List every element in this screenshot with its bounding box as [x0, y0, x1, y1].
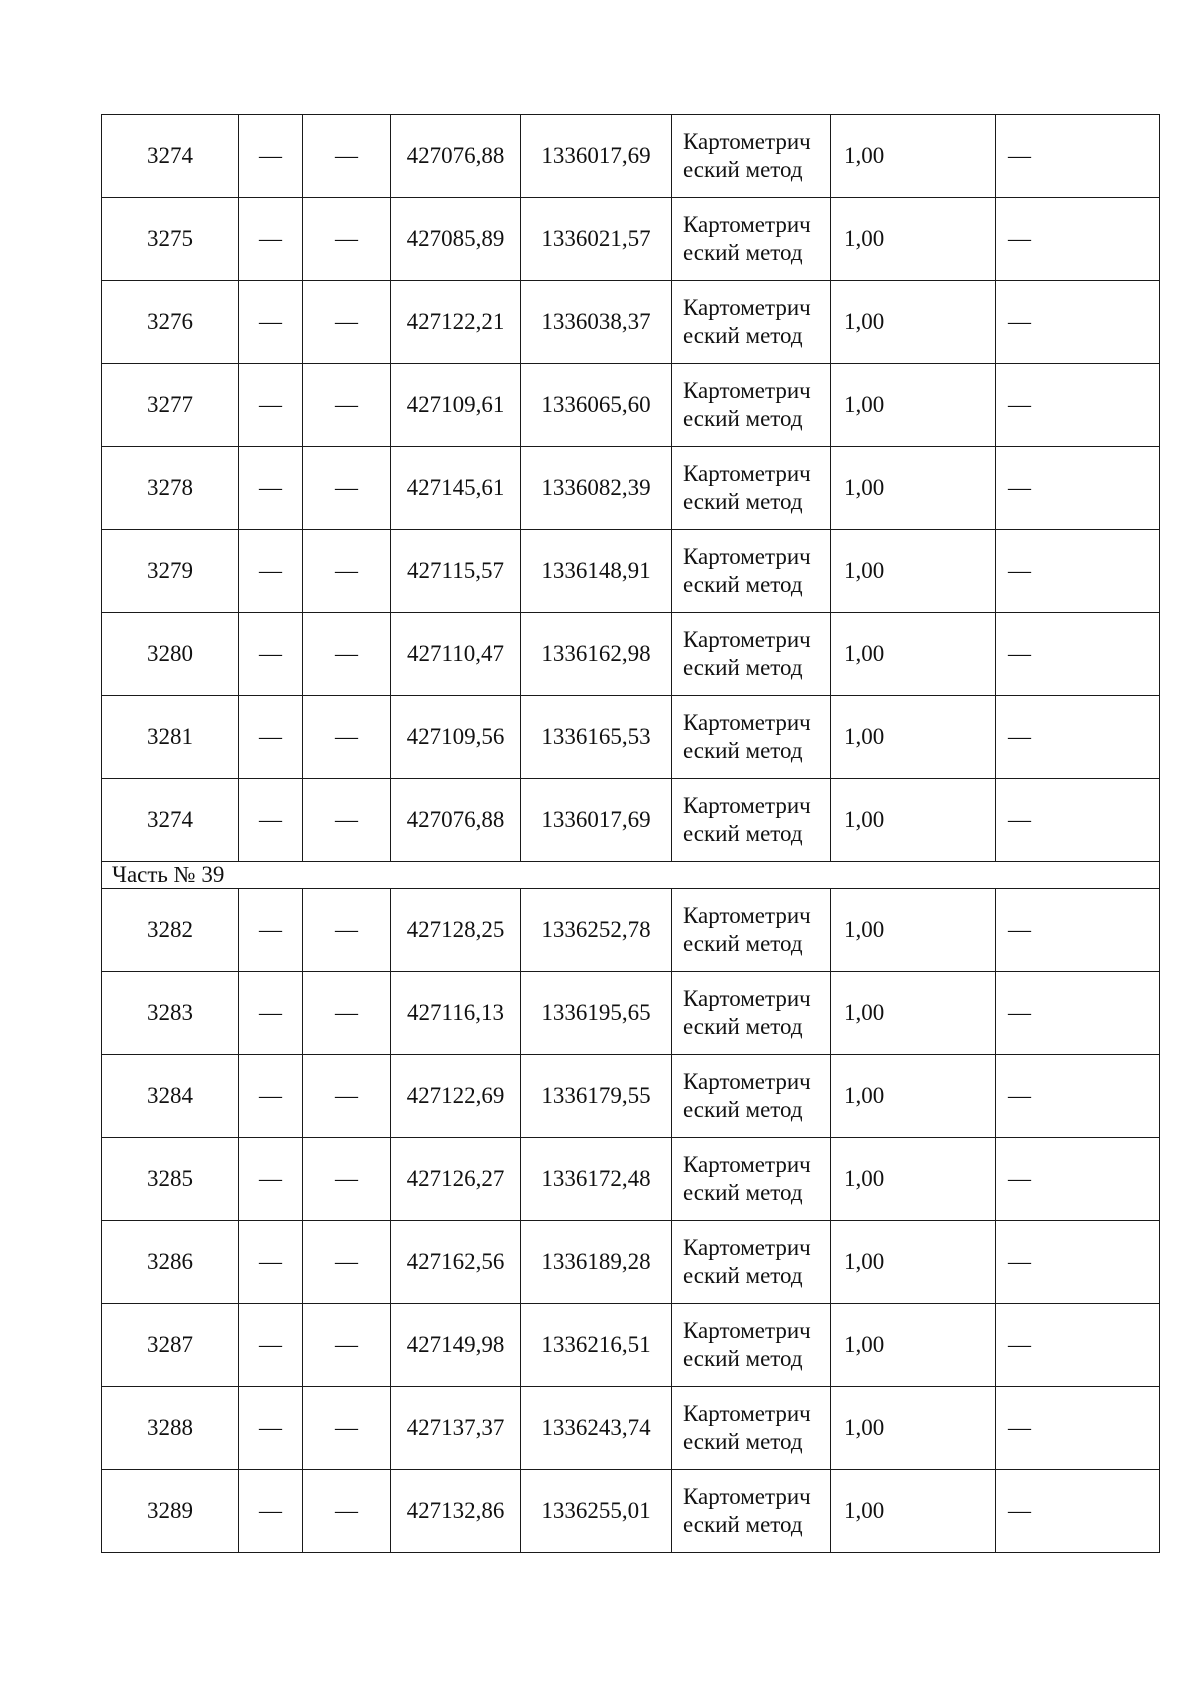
point-number-cell: 3281 — [102, 696, 239, 779]
x-coordinate-cell: 427162,56 — [391, 1221, 521, 1304]
method-text: Картометрический метод — [683, 1152, 811, 1205]
dash-cell: — — [303, 281, 391, 364]
x-coordinate-cell: 427085,89 — [391, 198, 521, 281]
coordinates-table — [101, 114, 1160, 1553]
dash-cell: — — [303, 115, 391, 198]
y-coordinate-cell: 1336165,53 — [521, 696, 672, 779]
y-coordinate-cell: 1336252,78 — [521, 889, 672, 972]
dash-cell: — — [239, 447, 303, 530]
x-coordinate-cell: 427076,88 — [391, 115, 521, 198]
point-number-cell: 3286 — [102, 1221, 239, 1304]
method-text: Картометрический метод — [683, 627, 811, 680]
dash-cell: — — [239, 1304, 303, 1387]
y-coordinate-cell: 1336017,69 — [521, 115, 672, 198]
method-text: Картометрический метод — [683, 1401, 811, 1454]
point-number-cell: 3274 — [102, 115, 239, 198]
dash-cell: — — [239, 530, 303, 613]
x-coordinate-cell: 427137,37 — [391, 1387, 521, 1470]
y-coordinate-cell: 1336148,91 — [521, 530, 672, 613]
point-number-cell: 3283 — [102, 972, 239, 1055]
dash-cell: — — [303, 1387, 391, 1470]
method-text: Картометрический метод — [683, 1318, 811, 1371]
method-cell — [672, 115, 831, 198]
y-coordinate-cell: 1336021,57 — [521, 198, 672, 281]
table-row — [102, 972, 1160, 1055]
dash-cell: — — [303, 696, 391, 779]
y-coordinate-cell: 1336065,60 — [521, 364, 672, 447]
table-row — [102, 1138, 1160, 1221]
x-coordinate-cell: 427149,98 — [391, 1304, 521, 1387]
table-row — [102, 447, 1160, 530]
accuracy-cell: 1,00 — [831, 530, 996, 613]
section-row — [102, 862, 1160, 889]
y-coordinate-cell: 1336195,65 — [521, 972, 672, 1055]
dash-cell: — — [239, 889, 303, 972]
method-text: Картометрический метод — [683, 212, 811, 265]
table-row — [102, 1221, 1160, 1304]
method-text: Картометрический метод — [683, 378, 811, 431]
x-coordinate-cell: 427126,27 — [391, 1138, 521, 1221]
method-text: Картометрический метод — [683, 903, 811, 956]
dash-cell: — — [239, 1055, 303, 1138]
accuracy-cell: 1,00 — [831, 115, 996, 198]
table-row — [102, 613, 1160, 696]
dash-cell: — — [303, 447, 391, 530]
dash-cell: — — [303, 530, 391, 613]
dash-cell: — — [996, 364, 1160, 447]
x-coordinate-cell: 427110,47 — [391, 613, 521, 696]
point-number-cell: 3274 — [102, 779, 239, 862]
method-cell — [672, 1387, 831, 1470]
dash-cell: — — [996, 613, 1160, 696]
method-cell — [672, 364, 831, 447]
dash-cell: — — [303, 364, 391, 447]
method-cell — [672, 696, 831, 779]
x-coordinate-cell: 427109,61 — [391, 364, 521, 447]
method-cell — [672, 972, 831, 1055]
y-coordinate-cell: 1336082,39 — [521, 447, 672, 530]
dash-cell: — — [996, 696, 1160, 779]
method-cell — [672, 281, 831, 364]
method-text: Картометрический метод — [683, 129, 811, 182]
table-body — [102, 115, 1160, 1553]
table-row — [102, 889, 1160, 972]
dash-cell: — — [303, 1138, 391, 1221]
dash-cell: — — [239, 1221, 303, 1304]
dash-cell: — — [239, 115, 303, 198]
dash-cell: — — [996, 198, 1160, 281]
point-number-cell: 3276 — [102, 281, 239, 364]
method-text: Картометрический метод — [683, 710, 811, 763]
dash-cell: — — [996, 115, 1160, 198]
dash-cell: — — [239, 779, 303, 862]
table-row — [102, 364, 1160, 447]
dash-cell: — — [303, 1304, 391, 1387]
method-text: Картометрический метод — [683, 1069, 811, 1122]
dash-cell: — — [996, 972, 1160, 1055]
dash-cell: — — [239, 1470, 303, 1553]
table-row — [102, 696, 1160, 779]
dash-cell: — — [996, 889, 1160, 972]
accuracy-cell: 1,00 — [831, 198, 996, 281]
y-coordinate-cell: 1336255,01 — [521, 1470, 672, 1553]
y-coordinate-cell: 1336038,37 — [521, 281, 672, 364]
dash-cell: — — [996, 779, 1160, 862]
accuracy-cell: 1,00 — [831, 364, 996, 447]
method-text: Картометрический метод — [683, 544, 811, 597]
x-coordinate-cell: 427115,57 — [391, 530, 521, 613]
method-cell — [672, 1470, 831, 1553]
x-coordinate-cell: 427076,88 — [391, 779, 521, 862]
method-text: Картометрический метод — [683, 1484, 811, 1537]
table-row — [102, 1055, 1160, 1138]
dash-cell: — — [303, 779, 391, 862]
dash-cell: — — [996, 1470, 1160, 1553]
table-row — [102, 779, 1160, 862]
point-number-cell: 3282 — [102, 889, 239, 972]
method-text: Картометрический метод — [683, 1235, 811, 1288]
point-number-cell: 3275 — [102, 198, 239, 281]
table-row — [102, 198, 1160, 281]
point-number-cell: 3279 — [102, 530, 239, 613]
accuracy-cell: 1,00 — [831, 1138, 996, 1221]
dash-cell: — — [239, 198, 303, 281]
dash-cell: — — [303, 972, 391, 1055]
method-text: Картометрический метод — [683, 986, 811, 1039]
method-cell — [672, 1304, 831, 1387]
dash-cell: — — [303, 1221, 391, 1304]
accuracy-cell: 1,00 — [831, 696, 996, 779]
y-coordinate-cell: 1336216,51 — [521, 1304, 672, 1387]
accuracy-cell: 1,00 — [831, 281, 996, 364]
accuracy-cell: 1,00 — [831, 1387, 996, 1470]
dash-cell: — — [303, 613, 391, 696]
table-row — [102, 1387, 1160, 1470]
table-row — [102, 281, 1160, 364]
method-cell — [672, 198, 831, 281]
method-cell — [672, 613, 831, 696]
dash-cell: — — [303, 1470, 391, 1553]
method-cell — [672, 447, 831, 530]
x-coordinate-cell: 427116,13 — [391, 972, 521, 1055]
method-cell — [672, 889, 831, 972]
dash-cell: — — [239, 364, 303, 447]
table-row — [102, 1470, 1160, 1553]
y-coordinate-cell: 1336243,74 — [521, 1387, 672, 1470]
method-cell — [672, 1138, 831, 1221]
accuracy-cell: 1,00 — [831, 1055, 996, 1138]
point-number-cell: 3287 — [102, 1304, 239, 1387]
dash-cell: — — [996, 281, 1160, 364]
accuracy-cell: 1,00 — [831, 779, 996, 862]
dash-cell: — — [996, 447, 1160, 530]
point-number-cell: 3285 — [102, 1138, 239, 1221]
dash-cell: — — [239, 972, 303, 1055]
dash-cell: — — [996, 1221, 1160, 1304]
method-cell — [672, 530, 831, 613]
x-coordinate-cell: 427109,56 — [391, 696, 521, 779]
point-number-cell: 3280 — [102, 613, 239, 696]
method-cell — [672, 1055, 831, 1138]
x-coordinate-cell: 427128,25 — [391, 889, 521, 972]
x-coordinate-cell: 427122,69 — [391, 1055, 521, 1138]
accuracy-cell: 1,00 — [831, 613, 996, 696]
y-coordinate-cell: 1336189,28 — [521, 1221, 672, 1304]
accuracy-cell: 1,00 — [831, 1221, 996, 1304]
x-coordinate-cell: 427122,21 — [391, 281, 521, 364]
section-title: Часть № 39 — [102, 862, 1160, 889]
method-cell — [672, 779, 831, 862]
dash-cell: — — [303, 198, 391, 281]
dash-cell: — — [996, 530, 1160, 613]
dash-cell: — — [239, 1387, 303, 1470]
table-row — [102, 530, 1160, 613]
dash-cell: — — [239, 281, 303, 364]
dash-cell: — — [303, 889, 391, 972]
y-coordinate-cell: 1336172,48 — [521, 1138, 672, 1221]
point-number-cell: 3289 — [102, 1470, 239, 1553]
method-text: Картометрический метод — [683, 793, 811, 846]
point-number-cell: 3284 — [102, 1055, 239, 1138]
point-number-cell: 3288 — [102, 1387, 239, 1470]
accuracy-cell: 1,00 — [831, 972, 996, 1055]
y-coordinate-cell: 1336162,98 — [521, 613, 672, 696]
y-coordinate-cell: 1336017,69 — [521, 779, 672, 862]
dash-cell: — — [996, 1304, 1160, 1387]
method-cell — [672, 1221, 831, 1304]
accuracy-cell: 1,00 — [831, 1470, 996, 1553]
point-number-cell: 3278 — [102, 447, 239, 530]
y-coordinate-cell: 1336179,55 — [521, 1055, 672, 1138]
point-number-cell: 3277 — [102, 364, 239, 447]
dash-cell: — — [239, 1138, 303, 1221]
dash-cell: — — [239, 613, 303, 696]
dash-cell: — — [996, 1138, 1160, 1221]
accuracy-cell: 1,00 — [831, 889, 996, 972]
accuracy-cell: 1,00 — [831, 1304, 996, 1387]
dash-cell: — — [303, 1055, 391, 1138]
x-coordinate-cell: 427145,61 — [391, 447, 521, 530]
x-coordinate-cell: 427132,86 — [391, 1470, 521, 1553]
dash-cell: — — [996, 1387, 1160, 1470]
accuracy-cell: 1,00 — [831, 447, 996, 530]
dash-cell: — — [239, 696, 303, 779]
table-row — [102, 1304, 1160, 1387]
method-text: Картометрический метод — [683, 461, 811, 514]
dash-cell: — — [996, 1055, 1160, 1138]
method-text: Картометрический метод — [683, 295, 811, 348]
table-row — [102, 115, 1160, 198]
